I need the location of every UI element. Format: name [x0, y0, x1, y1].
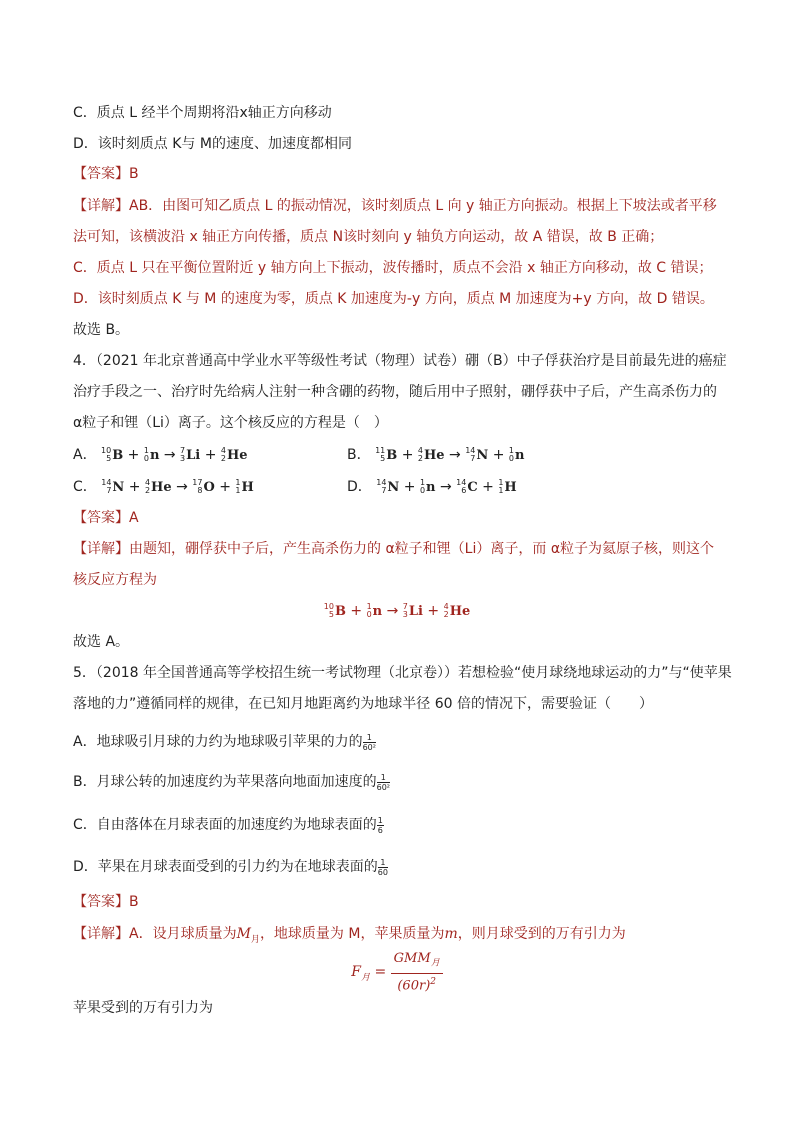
plus-sign: + [204, 447, 221, 463]
subscript: 月 [361, 972, 371, 983]
q5-option-c [73, 815, 384, 835]
q3-conclusion: 故选 B。 [73, 322, 130, 338]
fraction [377, 816, 384, 835]
isotope: 14 7 [376, 478, 387, 495]
isotope: 14 7 [101, 478, 112, 495]
exponent: 2 [430, 976, 436, 987]
detail-text: AB．由图可知乙质点 L 的振动情况，该时刻质点 L 向 y 轴正方向振动。根据上下坡法或者平移 [129, 198, 717, 214]
answer-label: 【答案】 [73, 166, 129, 182]
answer-value: B [129, 166, 139, 182]
q4-equation: 10 5 B + 1 0 n → 7 3 Li + 4 2 He [323, 602, 471, 619]
isotope: 1 0 [143, 446, 149, 463]
answer-value: B [129, 894, 139, 910]
q4-detail-1 [73, 539, 714, 559]
numerator: GMM [393, 951, 431, 966]
answer-value: A [129, 510, 139, 526]
q4-conclusion: 故选 A。 [73, 634, 130, 650]
option-text: A．地球吸引月球的力约为地球吸引苹果的力的 [73, 734, 363, 750]
q5-detail-1 [73, 924, 626, 950]
formula-lhs: F [351, 963, 362, 980]
detail-label: 【详解】 [73, 541, 129, 557]
q3-answer [73, 164, 139, 184]
numerator: 1 [377, 773, 390, 783]
isotope: 11 5 [375, 446, 386, 463]
plus-sign: + [128, 479, 145, 495]
q5-option-b [73, 772, 390, 792]
detail-label: 【详解】 [73, 198, 129, 214]
isotope: 4 2 [220, 446, 226, 463]
option-label: D． [347, 479, 372, 495]
isotope: 4 2 [144, 478, 151, 495]
subscript: 月 [250, 934, 260, 945]
fraction [378, 858, 388, 877]
q3-detail-3: C．质点 L 只在平衡位置附近 y 轴方向上下振动，波传播时，质点不会沿 x 轴正方向移动，故 C 错误； [73, 260, 713, 276]
plus-sign: + [127, 447, 144, 463]
q3-detail-4: D．该时刻质点 K 与 M 的速度为零，质点 K 加速度为-y 方向，质点 M 加速度为+y 方向，故 D 错误。 [73, 291, 714, 307]
q4-answer [73, 508, 139, 528]
q4-option-d: D． 14 7 N + 1 0 n → 14 6 C + 1 1 H [347, 478, 517, 495]
q4-option-c: C． 14 7 N + 4 2 He → 17 8 O + 1 1 H [73, 478, 254, 495]
denominator: (60r) [397, 977, 431, 993]
q3-detail-1 [73, 196, 717, 216]
isotope: 1 0 [419, 478, 426, 495]
isotope: 1 1 [235, 478, 241, 495]
answer-label: 【答案】 [73, 510, 129, 526]
var-M: M [236, 926, 251, 942]
q5-answer [73, 892, 139, 912]
q3-option-c: C．质点 L 经半个周期将沿x轴正方向移动 [73, 105, 332, 121]
fraction [363, 733, 376, 752]
q5-stem-1: 5．（2018 年全国普通高等学校招生统一考试物理（北京卷））若想检验“使月球绕地球运动的力”与“使苹果 [73, 665, 732, 681]
numerator: 1 [378, 858, 388, 868]
arrow-icon: → [449, 447, 461, 463]
q5-gravity-formula [0, 950, 794, 997]
q5-stem-2: 落地的力”遵循同样的规律，在已知月地距离约为地球半径 60 倍的情况下，需要验证（ ） [73, 696, 653, 712]
arrow-icon: → [176, 479, 188, 495]
q4-option-a: A． 10 5 B + 1 0 n → 7 3 Li + 4 2 He [73, 446, 248, 463]
q4-stem-1: 4．（2021 年北京普通高中学业水平等级性考试（物理）试卷）硼（B）中子俘获治疗是目前最先进的癌症 [73, 353, 727, 369]
q3-detail-2: 法可知，该横波沿 x 轴正方向传播，质点 N该时刻向 y 轴负方向运动，故 A 错误，故 B 正确； [73, 229, 664, 245]
arrow-icon: → [163, 447, 176, 463]
q4-detail-2: 核反应方程为 [73, 572, 157, 588]
arrow-icon: → [386, 603, 399, 619]
fraction [377, 773, 390, 792]
plus-sign: + [403, 479, 420, 495]
denominator: 60 [377, 867, 388, 877]
isotope: 7 3 [180, 446, 186, 463]
detail-text: A．设月球质量为 [129, 926, 237, 942]
var-m: m [444, 926, 458, 942]
q3-option-d: D．该时刻质点 K与 M的速度、加速度都相同 [73, 136, 352, 152]
option-text: B．月球公转的加速度约为苹果落向地面加速度的 [73, 774, 377, 790]
arrow-icon: → [439, 479, 452, 495]
denominator: 6 [377, 825, 383, 835]
isotope: 4 2 [417, 446, 423, 463]
option-label: B． [347, 447, 371, 463]
plus-sign: + [427, 603, 444, 619]
detail-text: ，则月球受到的万有引力为 [457, 926, 626, 942]
q4-stem-2: 治疗手段之一、治疗时先给病人注射一种含硼的药物，随后用中子照射，硼俘获中子后，产生高杀伤力的 [73, 384, 717, 400]
q4-stem-3: α粒子和锂（Li）离子。这个核反应的方程是（ ） [73, 415, 388, 431]
fraction [391, 950, 443, 994]
isotope: 14 7 [465, 446, 476, 463]
q5-option-a [73, 732, 376, 752]
plus-sign: + [401, 447, 418, 463]
option-label: C． [73, 479, 97, 495]
detail-text: 由题知，硼俘获中子后，产生高杀伤力的 α粒子和锂（Li）离子，而 α粒子为氦原子核，则这个 [129, 541, 715, 557]
isotope: 10 5 [101, 446, 112, 463]
denominator: 60² [362, 742, 376, 752]
subscript: 月 [430, 958, 440, 969]
detail-text: ，地球质量为 M，苹果质量为 [259, 926, 445, 942]
option-label: A． [73, 447, 97, 463]
detail-label: 【详解】 [73, 926, 129, 942]
isotope: 17 8 [192, 478, 203, 495]
option-text: D．苹果在月球表面受到的引力约为在地球表面的 [73, 859, 378, 875]
numerator: 1 [377, 815, 383, 825]
equals: = [370, 963, 391, 980]
option-text: C．自由落体在月球表面的加速度约为地球表面的 [73, 817, 377, 833]
plus-sign: + [482, 479, 499, 495]
isotope: 14 6 [456, 478, 467, 495]
plus-sign: + [219, 479, 236, 495]
isotope: 1 0 [508, 446, 514, 463]
plus-sign: + [350, 603, 367, 619]
q4-option-b: B． 11 5 B + 4 2 He → 14 7 N + 1 0 n [347, 446, 525, 463]
denominator: 60² [376, 782, 390, 792]
numerator: 1 [363, 733, 376, 743]
answer-label: 【答案】 [73, 894, 129, 910]
q5-tail: 苹果受到的万有引力为 [73, 1000, 213, 1016]
q5-option-d [73, 857, 388, 877]
isotope: 1 1 [498, 478, 504, 495]
plus-sign: + [492, 447, 509, 463]
